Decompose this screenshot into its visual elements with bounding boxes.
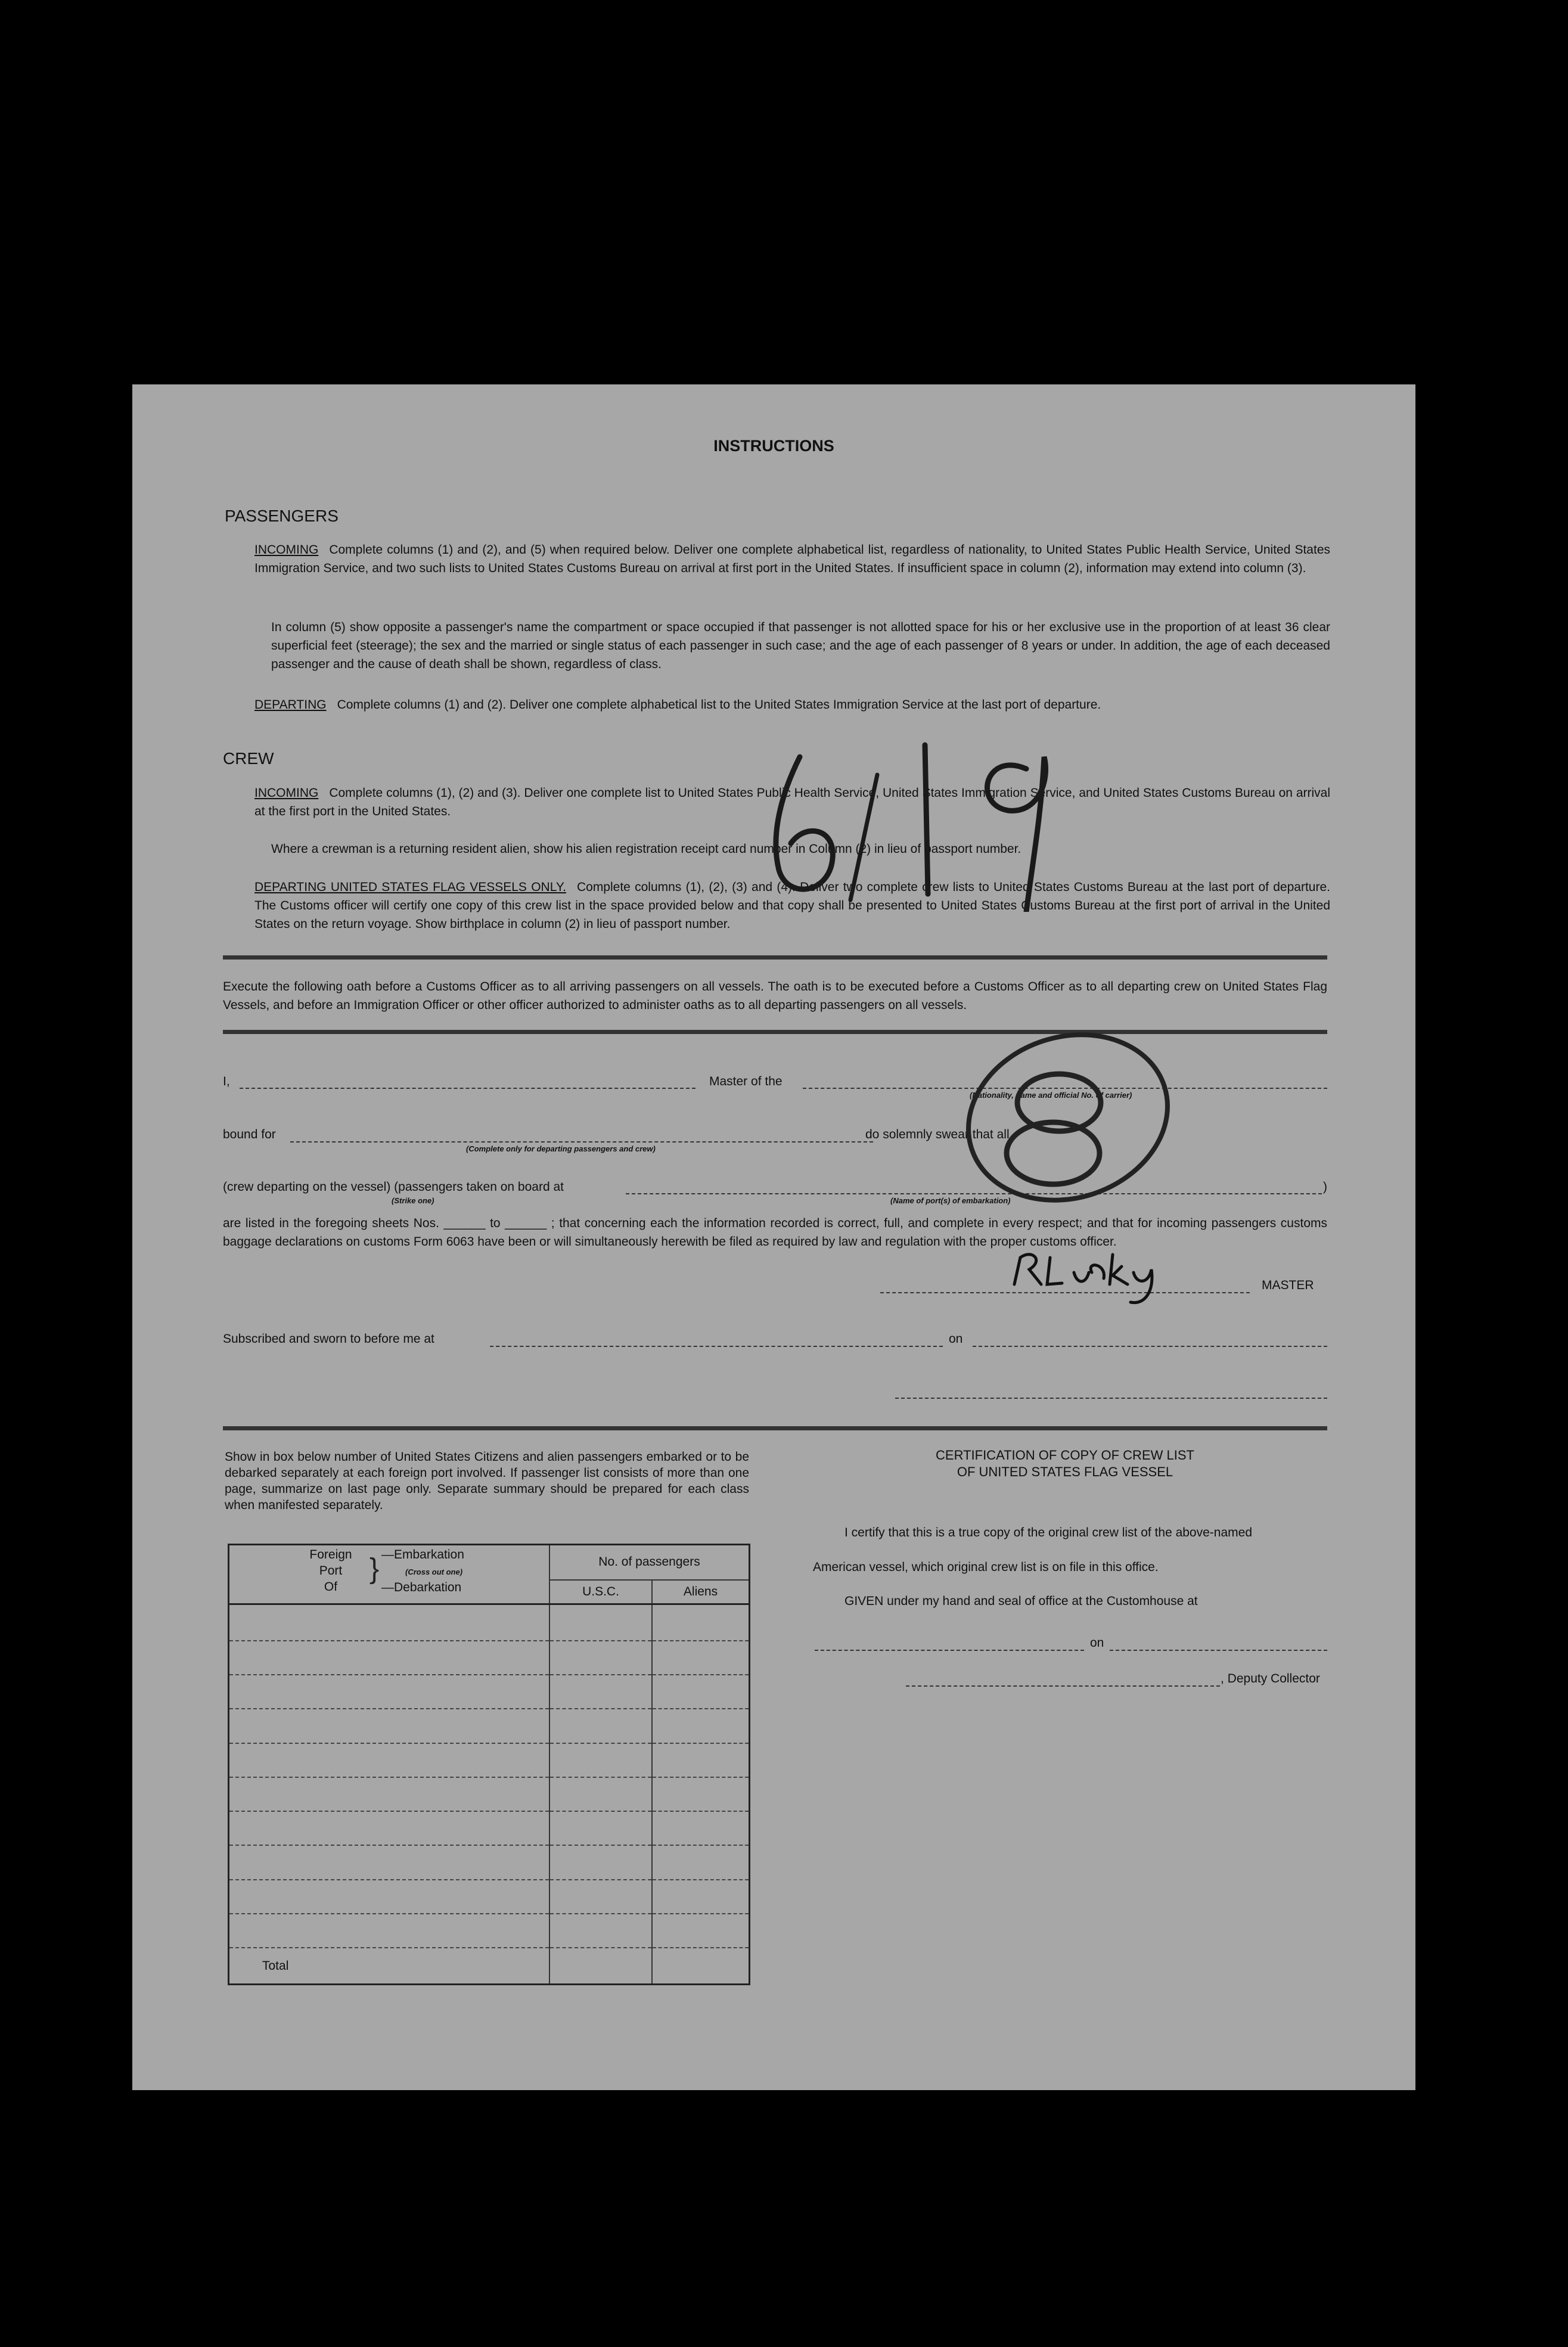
port-label: Port xyxy=(319,1564,343,1578)
oath-bound-for-label: bound for xyxy=(223,1128,276,1141)
handwritten-circled-mark xyxy=(931,1028,1193,1213)
no-of-passengers-header: No. of passengers xyxy=(549,1545,750,1580)
certification-title xyxy=(898,1447,1232,1480)
passengers-heading: PASSENGERS xyxy=(225,507,339,525)
table-row xyxy=(229,1880,750,1914)
deputy-collector-label: , Deputy Collector xyxy=(1221,1672,1320,1685)
aliens-header: Aliens xyxy=(652,1580,750,1604)
bound-for-hint: (Complete only for departing passengers and crew) xyxy=(466,1144,656,1153)
passenger-summary-table xyxy=(228,1544,750,1985)
master-signature xyxy=(1002,1243,1187,1308)
summary-instructions: Show in box below number of United States Citizens and alien passengers embarked or to be debarked separately at each foreign port involved. If passenger list consists of more than one page, summarize on last page only. Separate summary should be prepared for each class when manifested separately. xyxy=(225,1450,749,1512)
table-row xyxy=(229,1709,750,1743)
passengers-incoming-text: Complete columns (1) and (2), and (5) when required below. Deliver one complete alphabetical list, regardless of nationality, to United States Public Health Service, United States Immigration Service, and two such lists to United States Customs Bureau on arrival at first port in the United States. If insufficient space in column (2), information may extend into column (3). xyxy=(254,543,1330,575)
oath-crew-departing-label: (crew departing on the vessel) (passengers taken on board at xyxy=(223,1180,564,1194)
total-aliens-cell[interactable] xyxy=(652,1948,750,1984)
given-text: GIVEN under my hand and seal of office at the Customhouse at xyxy=(844,1594,1198,1608)
port-header-cell xyxy=(229,1545,550,1604)
certification-title-line2: OF UNITED STATES FLAG VESSEL xyxy=(957,1464,1173,1479)
total-usc-cell[interactable] xyxy=(549,1948,652,1984)
crew-departing-text: Complete columns (1), (2), (3) and (4). Deliver two complete crew lists to United States Customs Bureau at the last port of departure. The Customs officer will certify one copy of this crew list in the space provided below and that copy shall be presented to United States Customs Bureau at the first port of arrival in the United States on the return voyage. Show birthplace in column (2) in lieu of passport number. xyxy=(254,880,1330,931)
bound-for-line xyxy=(290,1141,873,1143)
master-name-line xyxy=(240,1088,695,1089)
table-row xyxy=(229,1743,750,1777)
passengers-column5-paragraph: In column (5) show opposite a passenger's name the compartment or space occupied if that passenger is not allotted space for his or her exclusive use in the proportion of at least 36 clear superficial feet (steerage); the sex and the married or single status of each passenger in such case; and the age of each passenger of 8 years or under. In addition, the age of each deceased passenger and the cause of death shall be shown, regardless of class. xyxy=(271,620,1330,671)
table-row xyxy=(229,1777,750,1811)
signature-svg xyxy=(1002,1243,1187,1308)
instructions-title: INSTRUCTIONS xyxy=(713,437,834,455)
crew-incoming-text: Complete columns (1), (2) and (3). Deliver one complete list to United States Public Health Service, United States Immigration Service, and United States Customs Bureau on arrival at the first port in the United States. xyxy=(254,786,1330,818)
oath-swear-label: do solemnly swear that all xyxy=(865,1128,1010,1141)
foreign-label: Foreign xyxy=(309,1548,352,1561)
section-divider xyxy=(223,955,1327,960)
passengers-departing-paragraph xyxy=(254,696,1330,714)
crew-resident-paragraph: Where a crewman is a returning resident alien, show his alien registration receipt card number in Column (2) in lieu of passport number. xyxy=(271,842,1021,856)
table-row xyxy=(229,1641,750,1675)
oath-intro-paragraph: Execute the following oath before a Customs Officer as to all arriving passengers on all vessels. The oath is to be executed before a Customs Officer as to all departing crew on United States Flag Vessels, and before an Immigration Officer or other officer authorized to administer oaths as to all departing passengers on all vessels. xyxy=(223,980,1327,1012)
debarkation-option[interactable]: —Debarkation xyxy=(381,1581,462,1594)
oath-master-of-label: Master of the xyxy=(709,1075,783,1088)
total-label: Total xyxy=(262,1958,289,1973)
passengers-departing-label: DEPARTING xyxy=(254,698,327,712)
table-row xyxy=(229,1675,750,1709)
document-page xyxy=(132,384,1415,2090)
table-row xyxy=(229,1914,750,1948)
sworn-on-label: on xyxy=(949,1332,963,1346)
subscribed-label: Subscribed and sworn to before me at xyxy=(223,1332,434,1346)
strike-one-hint: (Strike one) xyxy=(392,1196,434,1205)
of-label: Of xyxy=(324,1580,338,1594)
certification-date-line xyxy=(1110,1650,1327,1651)
oath-i-label: I, xyxy=(223,1075,230,1088)
deputy-collector-line xyxy=(906,1685,1220,1687)
ports-hint: (Name of port(s) of embarkation) xyxy=(890,1196,1011,1205)
crew-heading: CREW xyxy=(223,749,274,768)
sworn-place-line xyxy=(490,1346,943,1347)
lower-divider xyxy=(223,1426,1327,1430)
certify-text-2: American vessel, which original crew list is on file in this office. xyxy=(813,1560,1159,1574)
certification-title-line1: CERTIFICATION OF COPY OF CREW LIST xyxy=(936,1448,1194,1463)
embarkation-option[interactable]: —Embarkation xyxy=(381,1548,464,1561)
handwritten-number xyxy=(746,715,1098,912)
handwritten-number-svg xyxy=(746,715,1098,912)
crew-departing-label: DEPARTING UNITED STATES FLAG VESSELS ONLY. xyxy=(254,880,566,894)
brace-icon: } xyxy=(370,1553,380,1585)
table-row xyxy=(229,1607,750,1641)
circled-mark-svg xyxy=(931,1028,1193,1213)
certify-text-1: I certify that this is a true copy of the original crew list of the above-named xyxy=(844,1526,1252,1539)
usc-header: U.S.C. xyxy=(549,1580,652,1604)
crew-incoming-label: INCOMING xyxy=(254,786,319,800)
officer-signature-line xyxy=(895,1398,1327,1399)
passengers-incoming-label: INCOMING xyxy=(254,543,319,557)
master-label: MASTER xyxy=(1262,1278,1314,1292)
passengers-departing-text: Complete columns (1) and (2). Deliver one complete alphabetical list to the United States Immigration Service at the last port of departure. xyxy=(337,698,1101,712)
customhouse-line xyxy=(815,1650,1084,1651)
sworn-date-line xyxy=(973,1346,1327,1347)
passengers-incoming-paragraph xyxy=(254,541,1330,578)
table-row xyxy=(229,1845,750,1879)
oath-sheets-paragraph: are listed in the foregoing sheets Nos. ______ to ______ ; that concerning each the information recorded is correct, full, and complete in every respect; and that for incoming passengers customs baggage declarations on customs Form 6063 have been or will simultaneously herewith be filed as required by law and regulation with the proper customs officer. xyxy=(223,1216,1327,1249)
certification-on-label: on xyxy=(1090,1636,1104,1650)
nationality-hint: (Nationality, name and official No. of carrier) xyxy=(970,1091,1132,1100)
ports-close-paren: ) xyxy=(1323,1180,1327,1194)
total-row xyxy=(229,1948,750,1984)
table-row xyxy=(229,1811,750,1845)
cross-out-hint: (Cross out one) xyxy=(405,1567,463,1576)
